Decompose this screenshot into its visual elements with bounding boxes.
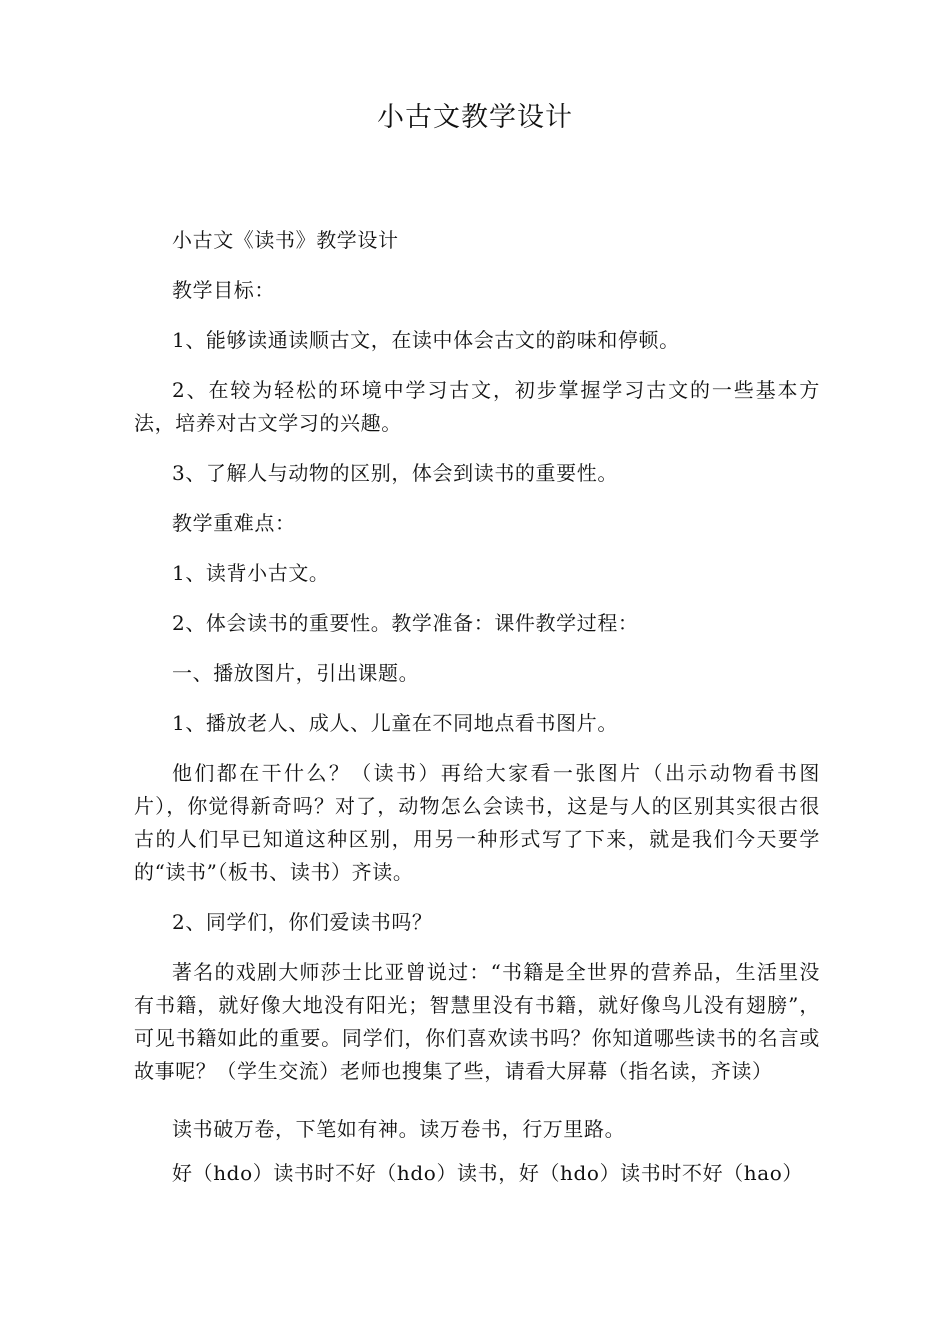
paragraph-step-1-item-1: 1、播放老人、成人、儿童在不同地点看书图片。 (172, 711, 618, 735)
paragraph-subtitle: 小古文《读书》教学设计 (172, 228, 399, 252)
paragraph-step-1-heading: 一、播放图片，引出课题。 (172, 661, 420, 685)
paragraph-key-point-1: 1、读背小古文。 (172, 561, 330, 585)
document-title: 小古文教学设计 (377, 102, 573, 133)
paragraph-objectives-heading: 教学目标： (172, 278, 275, 302)
paragraph-discussion: 他们都在干什么？（读书）再给大家看一张图片（出示动物看书图片），你觉得新奇吗？对了，动物怎么会读书，这是与人的区别其实很古很古的人们早已知道这种区别，用另一种形式写了下来，就是我们今天要学的“读书”（板书、读书）齐读。 (134, 761, 820, 884)
paragraph-objective-2: 2、在较为轻松的环境中学习古文，初步掌握学习古文的一些基本方法，培养对古文学习的兴趣。 (134, 378, 820, 435)
paragraph-objective-1: 1、能够读通读顺古文，在读中体会古文的韵味和停顿。 (172, 328, 680, 352)
paragraph-proverb-1: 读书破万卷，下笔如有神。读万卷书，行万里路。 (172, 1117, 626, 1141)
paragraph-key-point-2: 2、体会读书的重要性。教学准备：课件教学过程： (172, 611, 639, 635)
paragraph-shakespeare-quote: 著名的戏剧大师莎士比亚曾说过：“书籍是全世界的营养品，生活里没有书籍，就好像大地没有阳光；智慧里没有书籍，就好像鸟儿没有翅膀”，可见书籍如此的重要。同学们，你们喜欢读书吗？你知道哪些读书的名言或故事呢？（学生交流）老师也搜集了些，请看大屏幕（指名读，齐读） (134, 960, 820, 1083)
paragraph-key-points-heading: 教学重难点： (172, 511, 296, 535)
paragraph-proverb-2: 好（hdo）读书时不好（hdo）读书，好（hdo）读书时不好（hao） (172, 1161, 804, 1185)
paragraph-step-1-item-2: 2、同学们，你们爱读书吗？ (172, 910, 433, 934)
document-body (134, 224, 820, 1207)
paragraph-objective-3: 3、了解人与动物的区别，体会到读书的重要性。 (172, 461, 618, 485)
